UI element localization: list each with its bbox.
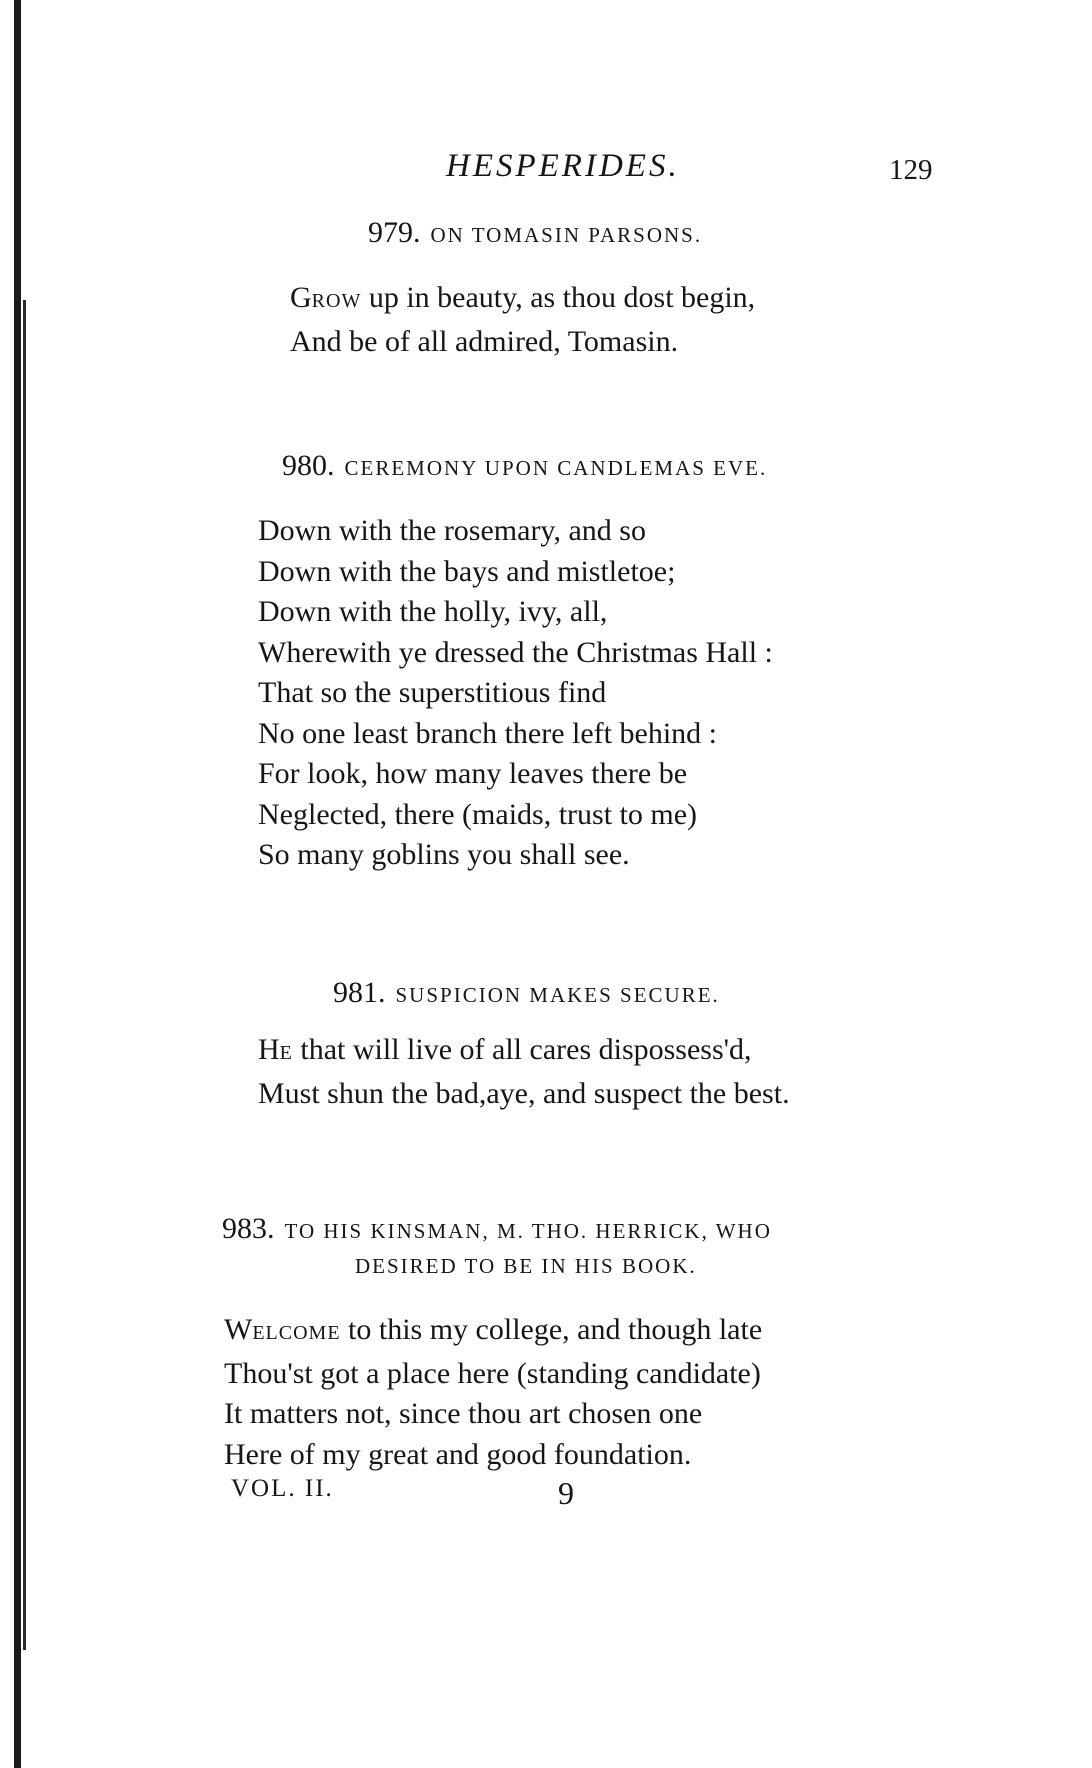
verse-line: Down with the rosemary, and so (258, 514, 646, 547)
verse-line: WELCOME to this my college, and though late (224, 1313, 763, 1346)
verse-line: GROW up in beauty, as thou dost begin, (290, 281, 756, 314)
verse-line: It matters not, since thou art chosen one (224, 1397, 703, 1430)
signature-mark: 9 (558, 1475, 574, 1511)
verse-line: Down with the bays and mistletoe; (258, 554, 676, 588)
verse-line: Must shun the bad,aye, and suspect the best. (258, 1076, 790, 1110)
poem-number: 979. (368, 216, 421, 249)
poem-title: ON TOMASIN PARSONS. (430, 223, 703, 247)
verse-line: Neglected, there (maids, trust to me) (258, 797, 698, 831)
poem-number: 981. (333, 976, 386, 1009)
poem-title-line1: TO HIS KINSMAN, M. THO. HERRICK, WHO (284, 1219, 772, 1243)
poem-body-980 (258, 511, 773, 876)
spine-rule (14, 0, 21, 1768)
poem-heading-981 (333, 976, 720, 1010)
poem-number: 980. (282, 449, 335, 482)
verse-line: Down with the holly, ivy, all, (258, 595, 608, 628)
poem-heading-980 (282, 449, 767, 483)
verse-line: So many goblins you shall see. (258, 838, 630, 871)
verse-line: For look, how many leaves there be (258, 757, 688, 790)
poem-title: CEREMONY UPON CANDLEMAS EVE. (344, 456, 768, 480)
running-title: HESPERIDES. (446, 148, 680, 184)
verse-line: No one least branch there left behind : (258, 716, 717, 750)
poem-heading-979 (368, 216, 702, 250)
poem-title-line2: DESIRED TO BE IN HIS BOOK. (355, 1254, 697, 1278)
volume-mark: VOL. II. (231, 1475, 334, 1502)
verse-line: Wherewith ye dressed the Christmas Hall : (258, 635, 773, 669)
poem-heading-983 (222, 1212, 772, 1246)
verse-line: Here of my great and good foundation. (224, 1437, 692, 1471)
verse-line: HE that will live of all cares dispossess'd, (258, 1033, 752, 1066)
poem-title: SUSPICION MAKES SECURE. (395, 983, 720, 1007)
page-number: 129 (889, 154, 933, 186)
poem-body-981 (258, 1030, 790, 1114)
verse-line: Thou'st got a place here (standing candidate) (224, 1356, 761, 1390)
poem-body-983 (224, 1310, 762, 1475)
verse-line: And be of all admired, Tomasin. (290, 324, 679, 358)
poem-number: 983. (222, 1212, 275, 1245)
poem-body-979 (290, 278, 755, 362)
book-spine-edge (0, 0, 34, 1768)
spine-rule-inner (23, 300, 26, 1650)
verse-line: That so the superstitious find (258, 676, 607, 709)
